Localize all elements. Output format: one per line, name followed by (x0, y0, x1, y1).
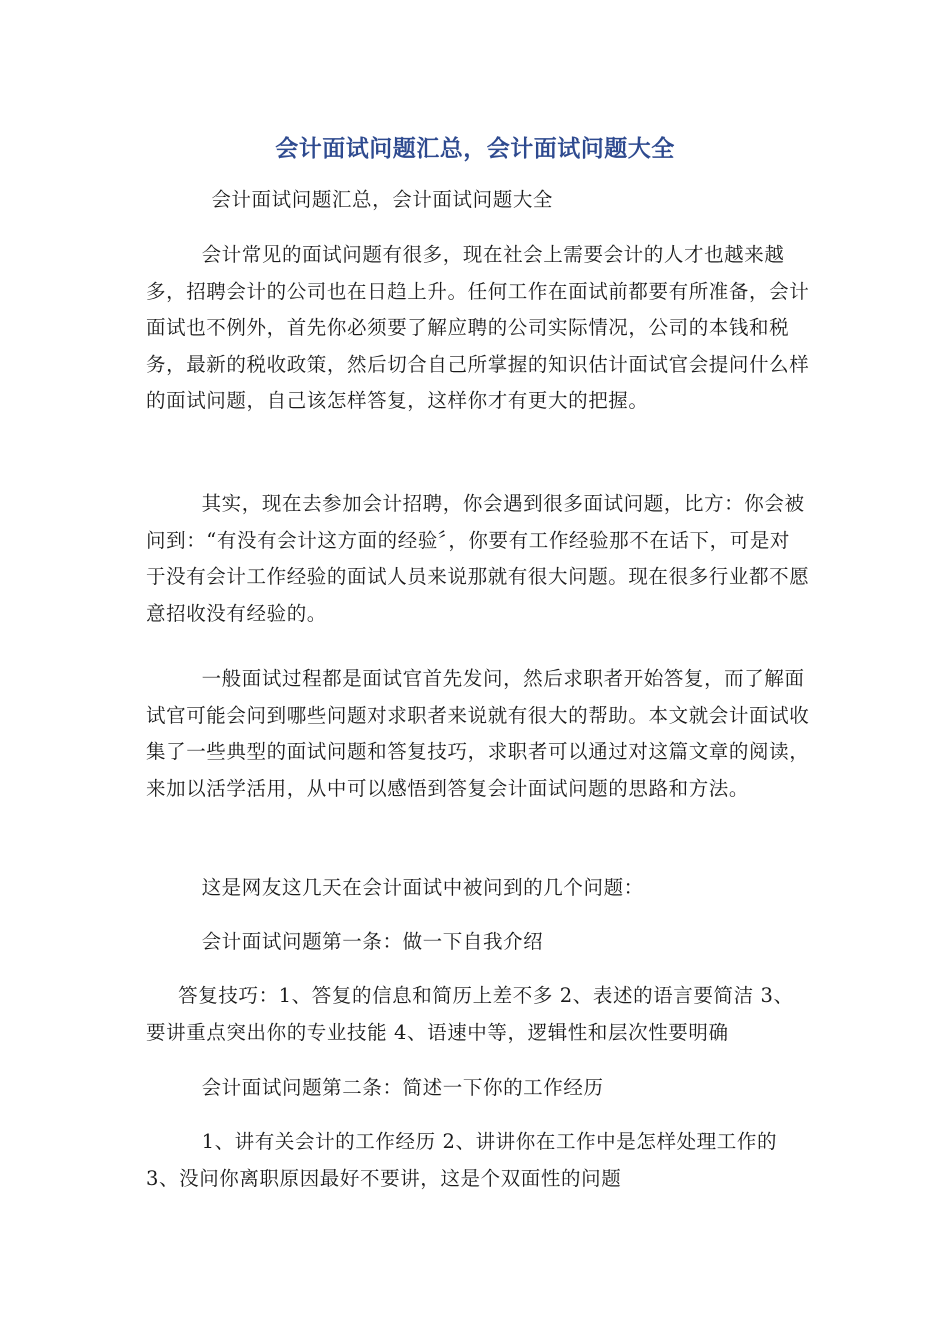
question-2-answer-tips: 1、讲有关会计的工作经历 2、讲讲你在工作中是怎样处理工作的 3、没问你离职原因最好不要讲，这是个双面性的问题 (146, 1130, 778, 1190)
paragraph-process: 一般面试过程都是面试官首先发问，然后求职者开始答复，而了解面试官可能会问到哪些问题对求职者来说就有很大的帮助。本文就会计面试收集了一些典型的面试问题和答复技巧，求职者可以通过对这篇文章的阅读，来加以活学活用，从中可以感悟到答复会计面试问题的思路和方法。 (146, 667, 810, 800)
question-1-heading: 会计面试问题第一条：做一下自我介绍 (201, 930, 544, 953)
document-subtitle: 会计面试问题汇总，会计面试问题大全 (211, 188, 554, 211)
question-1-answer-tips: 答复技巧：1、答复的信息和简历上差不多 2、表述的语言要简洁 3、要讲重点突出你的专业技能 4、语速中等，逻辑性和层次性要明确 (146, 984, 794, 1044)
question-2-heading: 会计面试问题第二条：简述一下你的工作经历 (201, 1076, 604, 1099)
paragraph-questions-lead: 这是网友这几天在会计面试中被问到的几个问题： (201, 876, 644, 899)
paragraph-experience: 其实，现在去参加会计招聘，你会遇到很多面试问题，比方：你会被问到：“有没有会计这方面的经验〞，你要有工作经验那不在话下，可是对于没有会计工作经验的面试人员来说那就有很大问题。现在很多行业都不愿意招收没有经验的。 (146, 492, 810, 625)
document-title: 会计面试问题汇总，会计面试问题大全 (275, 136, 675, 162)
paragraph-intro: 会计常见的面试问题有很多，现在社会上需要会计的人才也越来越多，招聘会计的公司也在日趋上升。任何工作在面试前都要有所准备，会计面试也不例外，首先你必须要了解应聘的公司实际情况，公司的本钱和税务，最新的税收政策，然后切合自己所掌握的知识估计面试官会提问什么样的面试问题，自己该怎样答复，这样你才有更大的把握。 (146, 243, 810, 412)
